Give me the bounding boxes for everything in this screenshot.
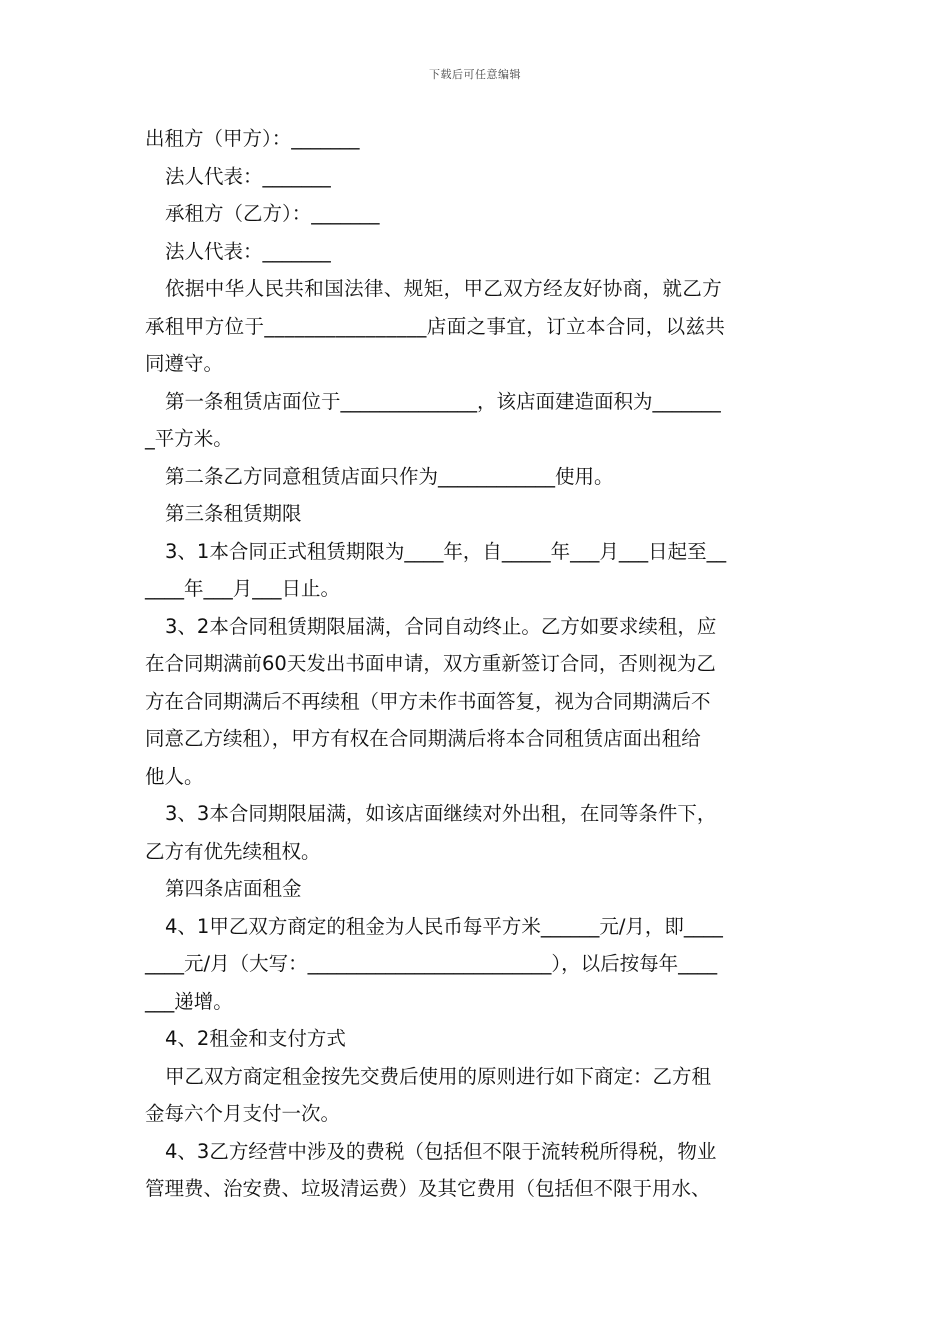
article-1-line-1: 第一条租赁店面位于______________，该店面建造面积为_______ [165, 389, 721, 413]
preamble-line-3: 同遵守。 [145, 352, 224, 375]
article-2-line: 第二条乙方同意租赁店面只作为____________使用。 [165, 464, 614, 488]
clause-3-2-line-4: 同意乙方续租），甲方有权在合同期满后将本合同租赁店面出租给 [145, 727, 701, 750]
article-3-heading: 第三条租赁期限 [165, 502, 302, 525]
clause-3-2-line-3: 方在合同期满后不再续租（甲方未作书面答复，视为合同期满后不 [145, 689, 711, 713]
clause-3-3-line-2: 乙方有优先续租权。 [145, 839, 321, 863]
article-4-heading: 第四条店面租金 [165, 877, 302, 900]
clause-4-1-line-3: ___递增。 [145, 989, 233, 1013]
clause-4-3-line-2: 管理费、治安费、垃圾清运费）及其它费用（包括但不限于用水、 [145, 1177, 711, 1200]
preamble-line-1: 依据中华人民共和国法律、规矩，甲乙双方经友好协商，就乙方 [165, 277, 723, 300]
clause-4-1-line-2: ____元/月（大写：_________________________），以后按每年____ [145, 952, 718, 975]
clause-3-3-line-1: 3、3本合同期限届满，如该店面继续对外出租，在同等条件下， [165, 802, 717, 825]
clause-4-2-heading: 4、2租金和支付方式 [165, 1027, 346, 1050]
lessee-line: 承租方（乙方）：_______ [165, 202, 380, 225]
preamble-line-2: 承租甲方位于________________店面之事宜，订立本合同，以兹共 [145, 314, 726, 338]
article-1-line-2: _平方米。 [145, 427, 233, 450]
clause-4-3-line-1: 4、3乙方经营中涉及的费税（包括但不限于流转税所得税，物业 [165, 1139, 717, 1163]
lessor-line: 出租方（甲方）：_______ [145, 127, 360, 150]
lessor-representative-line: 法人代表：_______ [165, 164, 331, 188]
clause-3-1-line-1: 3、1本合同正式租赁期限为____年，自_____年___月___日起至__ [165, 539, 727, 563]
lessee-representative-line: 法人代表：_______ [165, 239, 331, 263]
clause-3-2-line-5: 他人。 [145, 764, 204, 788]
page-header-note: 下载后可任意编辑 [429, 68, 521, 81]
clause-3-1-line-2: ____年___月___日止。 [145, 577, 341, 600]
clause-3-2-line-1: 3、2本合同租赁期限届满，合同自动终止。乙方如要求续租，应 [165, 614, 717, 638]
payment-terms-line-1: 甲乙双方商定租金按先交费后使用的原则进行如下商定：乙方租 [165, 1064, 712, 1088]
payment-terms-line-2: 金每六个月支付一次。 [145, 1102, 341, 1125]
clause-3-2-line-2: 在合同期满前60天发出书面申请，双方重新签订合同，否则视为乙 [145, 652, 716, 675]
clause-4-1-line-1: 4、1甲乙双方商定的租金为人民币每平方米______元/月，即____ [165, 914, 723, 938]
document-body [145, 120, 810, 1208]
